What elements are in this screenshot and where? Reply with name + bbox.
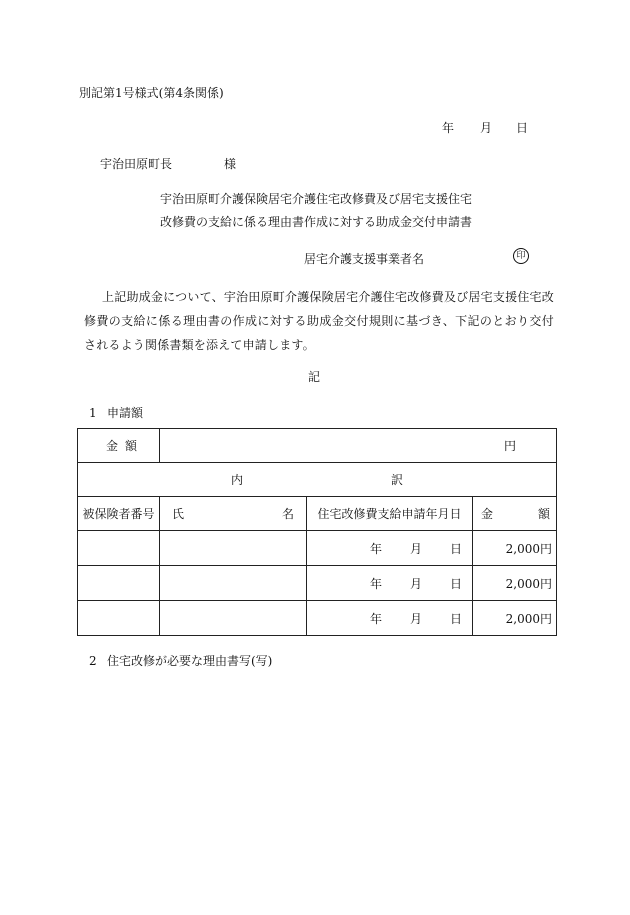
breakdown-cell: [78, 463, 557, 497]
row-month: 月: [409, 541, 422, 556]
section-2-label: 住宅改修が必要な理由書写(写): [107, 654, 273, 668]
header-insured-no: 被保険者番号: [78, 497, 160, 531]
amount-label-gaku: 額: [124, 439, 137, 453]
section-2-heading: [89, 652, 272, 669]
cell-name[interactable]: [160, 601, 307, 636]
header-name-shi: 氏: [172, 507, 185, 521]
header-row: [78, 497, 557, 531]
document-title-line-2: 改修費の支給に係る理由書作成に対する助成金交付申請書: [160, 215, 473, 229]
section-1-heading: [89, 404, 143, 421]
amount-label-kin: 金: [106, 439, 119, 453]
addressee-name: 宇治田原町長: [100, 157, 173, 171]
header-amount: [473, 497, 557, 531]
header-name-mei: 名: [281, 507, 294, 521]
row-year: 年: [369, 576, 382, 591]
breakdown-row: [78, 463, 557, 497]
amount-value-cell[interactable]: [160, 429, 557, 463]
cell-amount: 2,000円: [473, 531, 557, 566]
row-year: 年: [369, 611, 382, 626]
row-year: 年: [369, 541, 382, 556]
breakdown-wake: 訳: [391, 473, 404, 487]
header-name: [160, 497, 307, 531]
breakdown-uchi: 内: [230, 473, 243, 487]
cell-date[interactable]: [307, 601, 473, 636]
date-line: [442, 119, 528, 136]
seal-mark: 印: [513, 248, 529, 264]
table-row: [78, 531, 557, 566]
cell-date[interactable]: [307, 566, 473, 601]
cell-date[interactable]: [307, 531, 473, 566]
cell-insured-no[interactable]: [78, 566, 160, 601]
amount-unit: 円: [503, 439, 516, 453]
addressee-honorific: 様: [224, 157, 237, 171]
cell-name[interactable]: [160, 566, 307, 601]
table-row: [78, 566, 557, 601]
header-date: 住宅改修費支給申請年月日: [307, 497, 473, 531]
header-amount-kin: 金: [481, 507, 494, 521]
table-row: [78, 601, 557, 636]
document-title-line-1: 宇治田原町介護保険居宅介護住宅改修費及び居宅支援住宅: [160, 192, 473, 206]
grant-table: [77, 428, 557, 636]
body-paragraph: 上記助成金について、宇治田原町介護保険居宅介護住宅改修費及び居宅支援住宅改修費の支給に係る理由書の作成に対する助成金交付規則に基づき、下記のとおり交付されるよう関係書類を添えて申請します。: [84, 290, 554, 352]
cell-insured-no[interactable]: [78, 601, 160, 636]
cell-insured-no[interactable]: [78, 531, 160, 566]
cell-amount: 2,000円: [473, 601, 557, 636]
section-2-number: 2: [89, 654, 97, 668]
amount-label-cell: [78, 429, 160, 463]
section-1-number: 1: [89, 406, 97, 420]
addressee: [100, 155, 236, 172]
row-month: 月: [409, 611, 422, 626]
date-year: 年: [442, 121, 455, 135]
amount-row: [78, 429, 557, 463]
section-1-label: 申請額: [107, 406, 144, 420]
row-day: 日: [449, 541, 462, 556]
cell-amount: 2,000円: [473, 566, 557, 601]
form-number: 別記第1号様式(第4条関係): [79, 86, 224, 100]
row-day: 日: [449, 576, 462, 591]
cell-name[interactable]: [160, 531, 307, 566]
ki-heading: 記: [308, 370, 321, 384]
row-month: 月: [409, 576, 422, 591]
row-day: 日: [449, 611, 462, 626]
applicant-label: 居宅介護支援事業者名: [304, 252, 425, 266]
date-day: 日: [516, 121, 529, 135]
date-month: 月: [480, 121, 493, 135]
header-amount-gaku: 額: [537, 507, 550, 521]
